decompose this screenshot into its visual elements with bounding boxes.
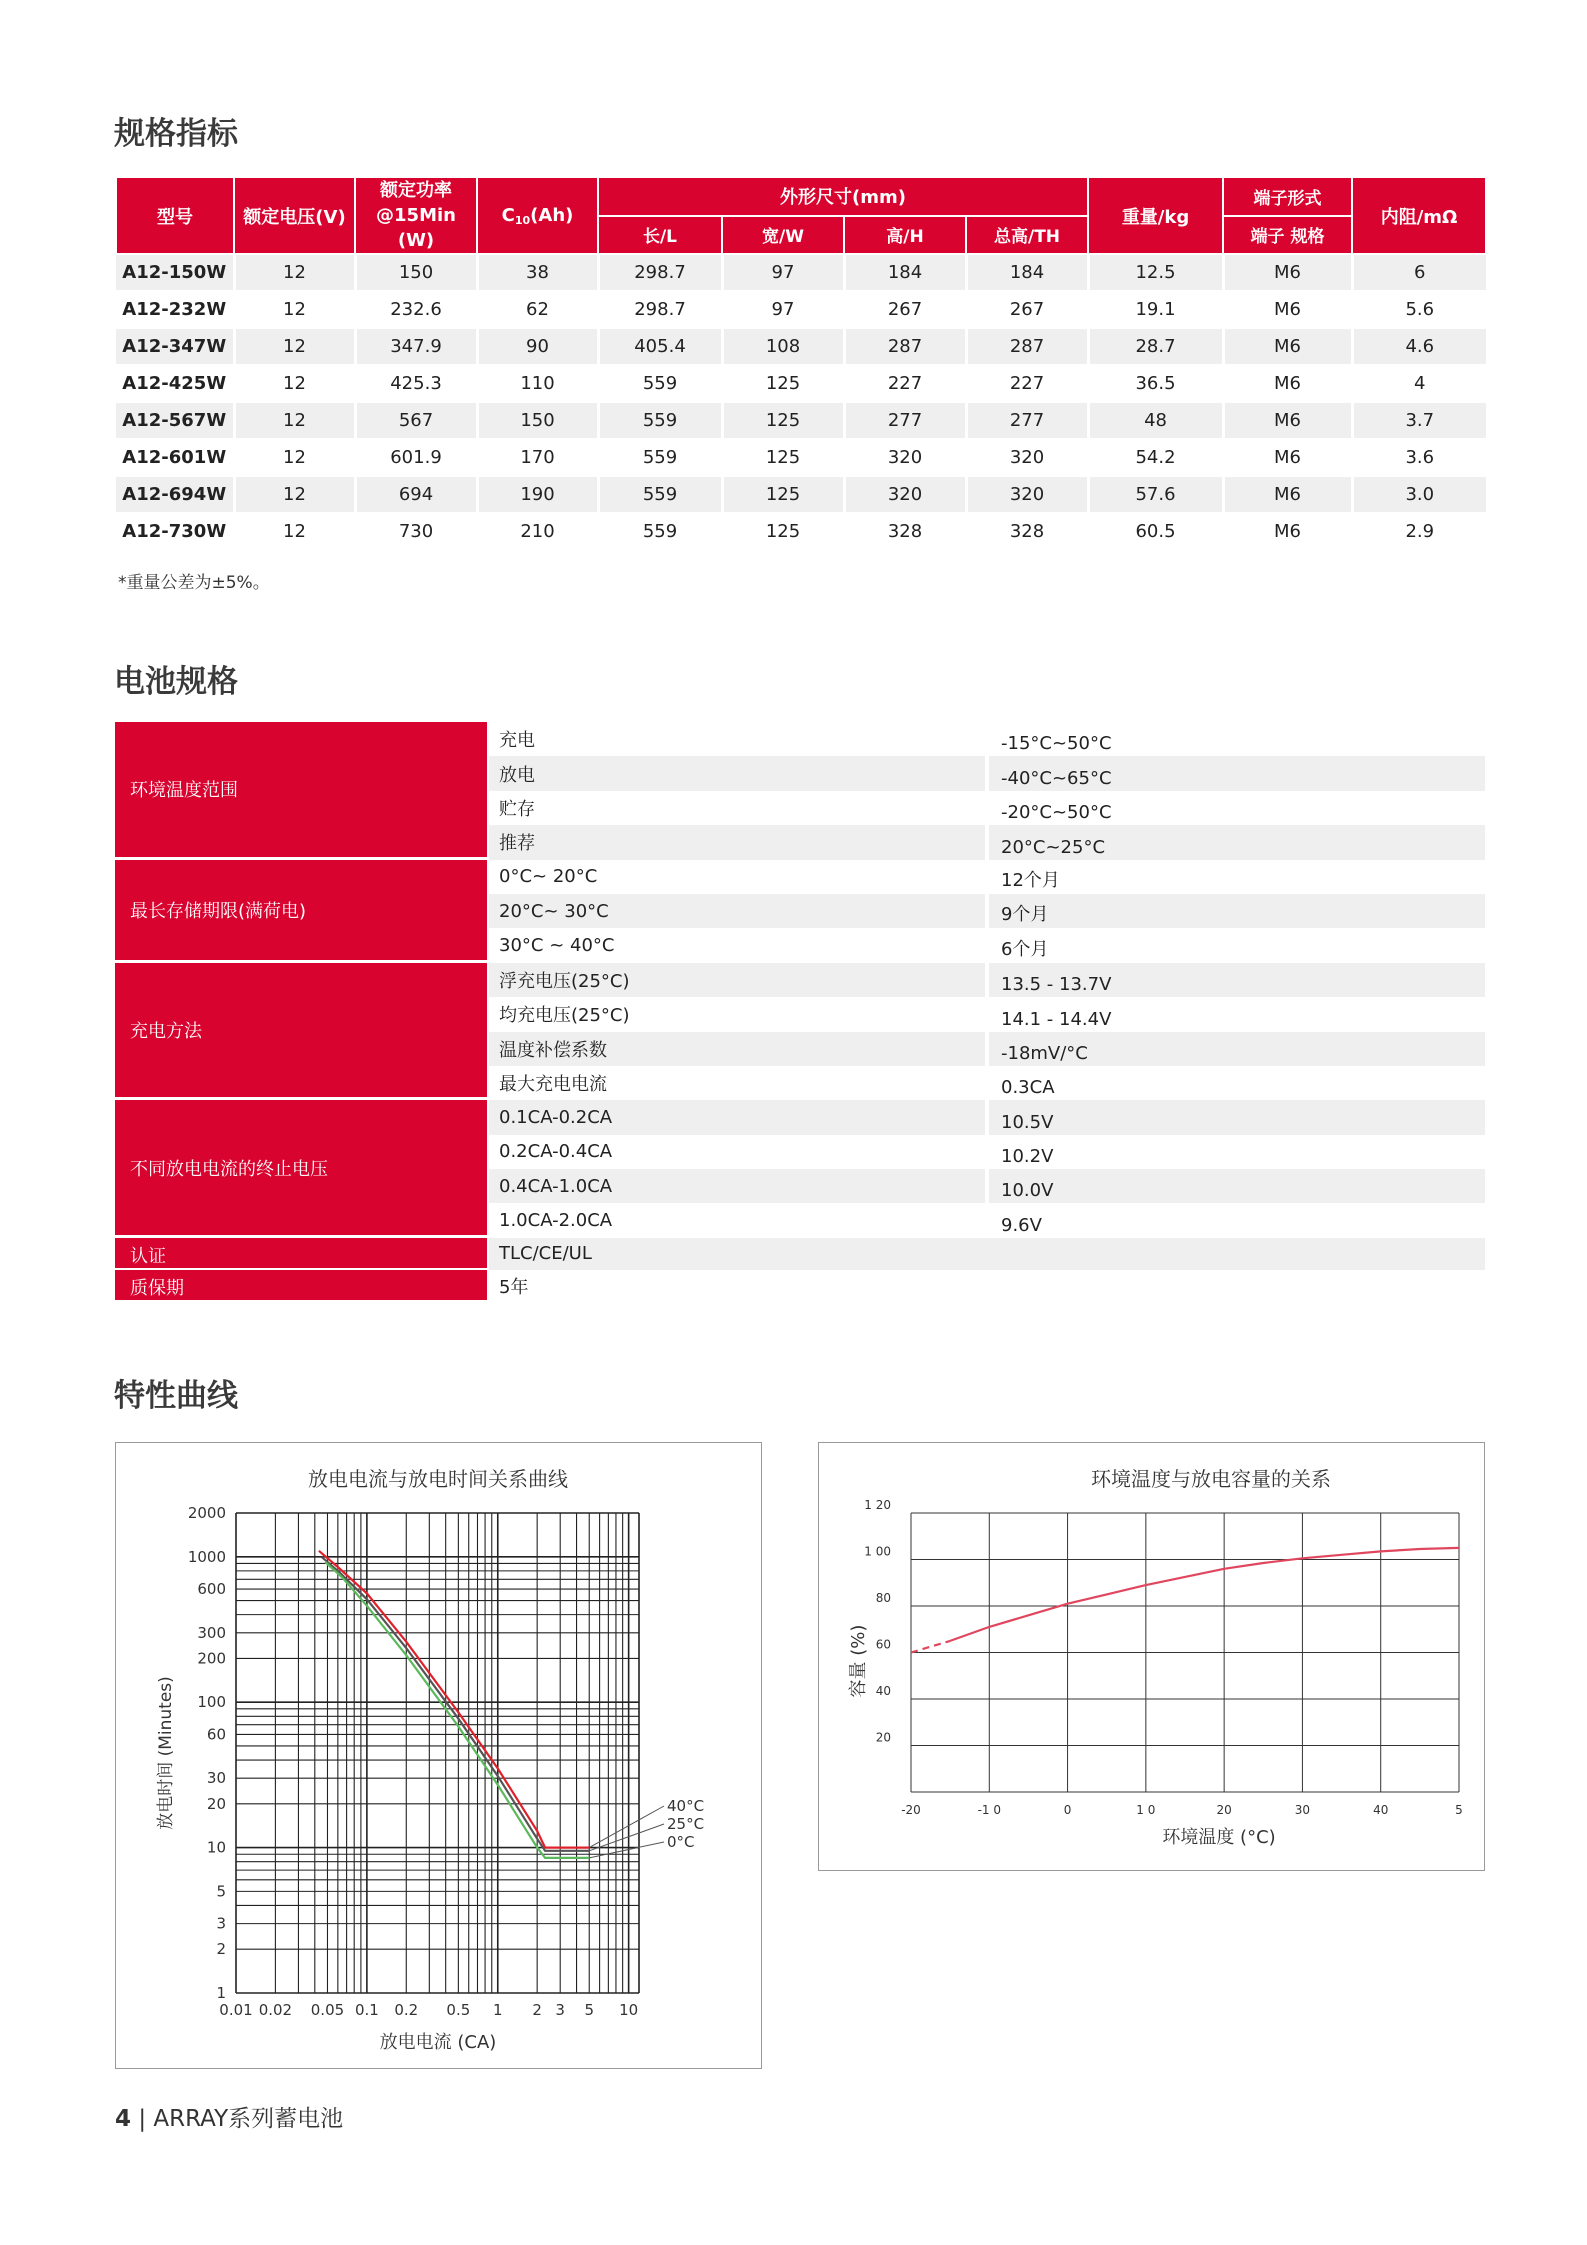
cell-weight: 28.7	[1088, 328, 1223, 365]
series-line-dashed	[911, 1641, 950, 1653]
cell-capacity: 170	[477, 439, 598, 476]
cell-capacity: 210	[477, 513, 598, 550]
cell-length: 405.4	[598, 328, 722, 365]
battery-spec-single-label: 认证	[115, 1238, 487, 1270]
y-tick-label: 1000	[187, 1547, 226, 1566]
header-capacity-unit: (Ah)	[530, 204, 574, 226]
x-tick-label: 0.01	[219, 2001, 253, 2019]
battery-spec-key: 浮充电压(25°C)	[489, 963, 985, 997]
x-tick-label: 1 0	[1136, 1803, 1156, 1817]
cell-resistance: 3.6	[1352, 439, 1486, 476]
cell-power: 232.6	[355, 291, 477, 328]
y-tick-label: 40	[875, 1684, 891, 1698]
cell-model: A12-425W	[116, 365, 234, 402]
battery-spec-group	[115, 860, 1485, 963]
battery-spec-group-label: 最长存储期限(满荷电)	[115, 860, 487, 963]
cell-total-height: 287	[966, 328, 1088, 365]
cell-total-height: 227	[966, 365, 1088, 402]
legend-leader	[589, 1842, 664, 1858]
cell-length: 559	[598, 513, 722, 550]
y-tick-label: 600	[197, 1580, 226, 1599]
cell-terminal: M6	[1223, 402, 1352, 439]
cell-capacity: 38	[477, 254, 598, 291]
x-tick-label: 2	[532, 2001, 542, 2019]
header-capacity	[477, 177, 598, 254]
battery-spec-row	[489, 1032, 1485, 1066]
cell-weight: 48	[1088, 402, 1223, 439]
y-tick-label: 1 00	[864, 1544, 891, 1559]
table-row	[116, 365, 1486, 402]
cell-total-height: 277	[966, 402, 1088, 439]
battery-spec-key: 1.0CA-2.0CA	[499, 1210, 613, 1232]
table-row	[116, 513, 1486, 550]
cell-height: 184	[844, 254, 966, 291]
cell-total-height: 320	[966, 439, 1088, 476]
cell-resistance: 4.6	[1352, 328, 1486, 365]
x-tick-label: 3	[555, 2001, 565, 2019]
y-tick-label: 30	[206, 1769, 226, 1788]
cell-capacity: 110	[477, 365, 598, 402]
battery-spec-value: 10.0V	[989, 1169, 1485, 1203]
battery-spec-row	[489, 756, 1485, 790]
x-tick-label: 0.2	[394, 2001, 419, 2019]
cell-resistance: 3.0	[1352, 476, 1486, 513]
y-tick-label: 200	[197, 1649, 226, 1668]
cell-terminal: M6	[1223, 476, 1352, 513]
table-row	[116, 402, 1486, 439]
cell-voltage: 12	[234, 365, 355, 402]
cell-terminal: M6	[1223, 291, 1352, 328]
cell-model: A12-730W	[116, 513, 234, 550]
header-voltage: 额定电压(V)	[234, 177, 355, 254]
battery-spec-row	[489, 1100, 1485, 1134]
cell-total-height: 328	[966, 513, 1088, 550]
battery-spec-group-label: 充电方法	[115, 963, 487, 1101]
cell-power: 425.3	[355, 365, 477, 402]
cell-power: 150	[355, 254, 477, 291]
battery-spec-value: 14.1 - 14.4V	[1001, 1008, 1112, 1030]
battery-spec-single-label: 质保期	[115, 1270, 487, 1302]
battery-spec-row	[489, 825, 1485, 859]
battery-spec-value: 9.6V	[1001, 1214, 1042, 1236]
header-capacity-main: C	[501, 204, 515, 226]
y-axis-label: 放电时间 (Minutes)	[156, 1676, 176, 1830]
battery-spec-row	[489, 791, 1485, 825]
cell-length: 298.7	[598, 254, 722, 291]
cell-power: 601.9	[355, 439, 477, 476]
discharge-chart-panel	[115, 1442, 762, 2069]
battery-spec-row	[489, 722, 1485, 756]
legend-label: 40°C	[667, 1797, 705, 1815]
header-resistance: 内阻/mΩ	[1352, 177, 1486, 254]
weight-tolerance-note: *重量公差为±5%。	[118, 573, 270, 593]
battery-spec-row	[489, 1066, 1485, 1100]
y-tick-label: 20	[875, 1730, 891, 1745]
cell-weight: 36.5	[1088, 365, 1223, 402]
cell-resistance: 5.6	[1352, 291, 1486, 328]
cell-terminal: M6	[1223, 513, 1352, 550]
header-width: 宽/W	[722, 216, 844, 255]
table-row	[116, 476, 1486, 513]
cell-height: 227	[844, 365, 966, 402]
cell-voltage: 12	[234, 439, 355, 476]
cell-weight: 19.1	[1088, 291, 1223, 328]
header-power-line2: @15Min	[376, 205, 456, 226]
x-axis-label: 环境温度 (°C)	[1162, 1827, 1276, 1848]
y-tick-label: 1	[216, 1984, 226, 2002]
battery-spec-single-value: 5年	[499, 1276, 529, 1298]
y-axis-label: 容量 (%)	[848, 1624, 869, 1698]
cell-terminal: M6	[1223, 365, 1352, 402]
battery-spec-row	[489, 963, 1485, 997]
battery-spec-value: 20°C~25°C	[989, 825, 1485, 859]
y-tick-label: 1 20	[864, 1498, 891, 1512]
series-line	[950, 1548, 1459, 1641]
x-tick-label: 20	[1216, 1803, 1232, 1817]
battery-section-title: 电池规格	[114, 664, 238, 700]
battery-spec-key: 最大充电电流	[499, 1074, 607, 1096]
header-total-height: 总高/TH	[966, 216, 1088, 255]
cell-power: 730	[355, 513, 477, 550]
cell-width: 97	[722, 291, 844, 328]
cell-capacity: 190	[477, 476, 598, 513]
x-tick-label: 1	[492, 2001, 503, 2019]
y-tick-label: 5	[216, 1882, 226, 1901]
cell-length: 559	[598, 402, 722, 439]
x-tick-label: 0.05	[310, 2001, 345, 2019]
header-terminal-spec: 端子 规格	[1223, 216, 1352, 255]
chart-grid	[236, 1513, 639, 1993]
x-tick-label: 10	[619, 2001, 639, 2019]
cell-resistance: 4	[1352, 365, 1486, 402]
cell-terminal: M6	[1223, 328, 1352, 365]
cell-voltage: 12	[234, 254, 355, 291]
battery-spec-key: 放电	[489, 756, 985, 790]
cell-voltage: 12	[234, 291, 355, 328]
y-tick-label: 60	[206, 1725, 226, 1744]
x-tick-label: 5	[1455, 1803, 1463, 1817]
cell-total-height: 320	[966, 476, 1088, 513]
cell-total-height: 267	[966, 291, 1088, 328]
chart-title: 环境温度与放电容量的关系	[1091, 1467, 1331, 1491]
cell-capacity: 62	[477, 291, 598, 328]
battery-spec-single-value: TLC/CE/UL	[489, 1238, 1485, 1270]
battery-spec-value: 0.3CA	[1001, 1077, 1055, 1099]
battery-spec-key: 30°C ~ 40°C	[499, 935, 615, 957]
cell-voltage: 12	[234, 513, 355, 550]
x-tick-label: 0.02	[258, 2001, 293, 2019]
battery-spec-group-label: 不同放电电流的终止电压	[115, 1100, 487, 1238]
cell-resistance: 2.9	[1352, 513, 1486, 550]
header-power	[355, 177, 477, 254]
cell-width: 125	[722, 476, 844, 513]
cell-width: 97	[722, 254, 844, 291]
battery-spec-value: 9个月	[989, 894, 1485, 928]
x-tick-label: 30	[1294, 1803, 1311, 1817]
cell-length: 298.7	[598, 291, 722, 328]
curves-section-title: 特性曲线	[114, 1378, 238, 1414]
battery-spec-key: 20°C~ 30°C	[489, 894, 985, 928]
battery-spec-row	[489, 860, 1485, 894]
battery-spec-key: 0.2CA-0.4CA	[499, 1141, 613, 1163]
footer-separator: |	[131, 2106, 154, 2132]
chart-grid	[911, 1513, 1459, 1792]
header-model: 型号	[116, 177, 234, 254]
battery-spec-value: -40°C~65°C	[989, 756, 1485, 790]
battery-spec-value: 6个月	[1001, 938, 1049, 960]
header-weight: 重量/kg	[1088, 177, 1223, 254]
header-length: 长/L	[598, 216, 722, 255]
table-row	[116, 291, 1486, 328]
cell-height: 320	[844, 476, 966, 513]
cell-height: 287	[844, 328, 966, 365]
cell-height: 267	[844, 291, 966, 328]
cell-model: A12-347W	[116, 328, 234, 365]
battery-spec-key: 均充电压(25°C)	[499, 1005, 630, 1027]
header-power-line3: (W)	[397, 230, 435, 251]
x-tick-label: 0.5	[446, 2001, 471, 2019]
x-axis-label: 放电电流 (CA)	[379, 2032, 497, 2053]
cell-capacity: 150	[477, 402, 598, 439]
cell-terminal: M6	[1223, 254, 1352, 291]
cell-model: A12-232W	[116, 291, 234, 328]
cell-width: 125	[722, 402, 844, 439]
battery-spec-key: 充电	[499, 730, 535, 752]
cell-power: 347.9	[355, 328, 477, 365]
table-row	[116, 254, 1486, 291]
cell-power: 567	[355, 402, 477, 439]
page-footer	[115, 2100, 343, 2133]
legend-label: 25°C	[667, 1815, 705, 1833]
battery-spec-value: 13.5 - 13.7V	[989, 963, 1485, 997]
cell-height: 328	[844, 513, 966, 550]
header-power-line1: 额定功率	[380, 180, 452, 201]
x-tick-label: 5	[584, 2001, 595, 2019]
x-tick-label: 40	[1373, 1803, 1389, 1817]
header-height: 高/H	[844, 216, 966, 255]
y-tick-label: 100	[197, 1693, 226, 1712]
battery-spec-key: 0.1CA-0.2CA	[489, 1100, 985, 1134]
x-tick-label: -1 0	[977, 1803, 1001, 1817]
battery-spec-single-row	[115, 1238, 1485, 1270]
cell-model: A12-694W	[116, 476, 234, 513]
specs-section-title: 规格指标	[114, 116, 238, 152]
cell-model: A12-601W	[116, 439, 234, 476]
cell-total-height: 184	[966, 254, 1088, 291]
battery-spec-value: 12个月	[1001, 869, 1060, 891]
battery-spec-value: 10.2V	[1001, 1146, 1054, 1168]
temperature-chart-panel	[818, 1442, 1485, 1871]
legend-leader	[589, 1806, 664, 1848]
cell-width: 125	[722, 439, 844, 476]
temperature-capacity-chart	[819, 1443, 1484, 1870]
battery-spec-key: 贮存	[499, 798, 535, 820]
y-tick-label: 60	[875, 1637, 891, 1652]
cell-voltage: 12	[234, 476, 355, 513]
cell-width: 108	[722, 328, 844, 365]
cell-height: 320	[844, 439, 966, 476]
y-tick-label: 2	[216, 1940, 226, 1959]
cell-power: 694	[355, 476, 477, 513]
battery-spec-value: -18mV/°C	[989, 1032, 1485, 1066]
battery-spec-value: -15°C~50°C	[1001, 733, 1112, 755]
y-tick-label: 80	[875, 1591, 891, 1605]
y-tick-label: 300	[197, 1623, 226, 1642]
battery-spec-group	[115, 963, 1485, 1101]
discharge-current-time-chart	[116, 1443, 761, 2068]
x-tick-label: 0	[1063, 1803, 1072, 1817]
cell-model: A12-567W	[116, 402, 234, 439]
battery-spec-row	[489, 928, 1485, 962]
cell-length: 559	[598, 365, 722, 402]
footer-brand: ARRAY系列蓄电池	[153, 2106, 344, 2132]
cell-resistance: 6	[1352, 254, 1486, 291]
battery-spec-group	[115, 1100, 1485, 1238]
battery-spec-group	[115, 722, 1485, 860]
cell-height: 277	[844, 402, 966, 439]
cell-weight: 54.2	[1088, 439, 1223, 476]
x-tick-label: -20	[901, 1803, 921, 1817]
legend-label: 0°C	[667, 1833, 695, 1851]
header-terminal: 端子形式	[1223, 177, 1352, 216]
cell-length: 559	[598, 439, 722, 476]
battery-spec-row	[489, 997, 1485, 1031]
y-tick-label: 3	[216, 1914, 226, 1933]
cell-voltage: 12	[234, 328, 355, 365]
cell-weight: 12.5	[1088, 254, 1223, 291]
y-tick-label: 10	[206, 1838, 226, 1857]
cell-capacity: 90	[477, 328, 598, 365]
x-tick-label: 0.1	[354, 2001, 379, 2019]
series-line-0	[319, 1551, 589, 1848]
chart-title: 放电电流与放电时间关系曲线	[308, 1467, 568, 1491]
header-dimensions: 外形尺寸(mm)	[598, 177, 1088, 216]
battery-spec-key: 0.4CA-1.0CA	[489, 1169, 985, 1203]
table-row	[116, 439, 1486, 476]
cell-resistance: 3.7	[1352, 402, 1486, 439]
battery-spec-row	[489, 1135, 1485, 1169]
table-row	[116, 328, 1486, 365]
cell-length: 559	[598, 476, 722, 513]
cell-model: A12-150W	[116, 254, 234, 291]
page-number: 4	[115, 2106, 132, 2132]
cell-weight: 60.5	[1088, 513, 1223, 550]
y-tick-label: 20	[206, 1794, 226, 1813]
battery-spec-row	[489, 1203, 1485, 1237]
battery-spec-table	[115, 722, 1485, 1302]
battery-spec-single-row	[115, 1270, 1485, 1302]
spec-table	[115, 176, 1487, 551]
battery-spec-value: -20°C~50°C	[1001, 802, 1112, 824]
cell-weight: 57.6	[1088, 476, 1223, 513]
battery-spec-row	[489, 1169, 1485, 1203]
battery-spec-value: 10.5V	[989, 1100, 1485, 1134]
y-tick-label: 2000	[187, 1504, 226, 1522]
battery-spec-row	[489, 894, 1485, 928]
cell-terminal: M6	[1223, 439, 1352, 476]
header-capacity-sub: 10	[514, 213, 531, 227]
cell-width: 125	[722, 513, 844, 550]
battery-spec-key: 推荐	[489, 825, 985, 859]
battery-spec-key: 0°C~ 20°C	[499, 866, 598, 888]
battery-spec-key: 温度补偿系数	[489, 1032, 985, 1066]
cell-voltage: 12	[234, 402, 355, 439]
cell-width: 125	[722, 365, 844, 402]
battery-spec-group-label: 环境温度范围	[115, 722, 487, 860]
